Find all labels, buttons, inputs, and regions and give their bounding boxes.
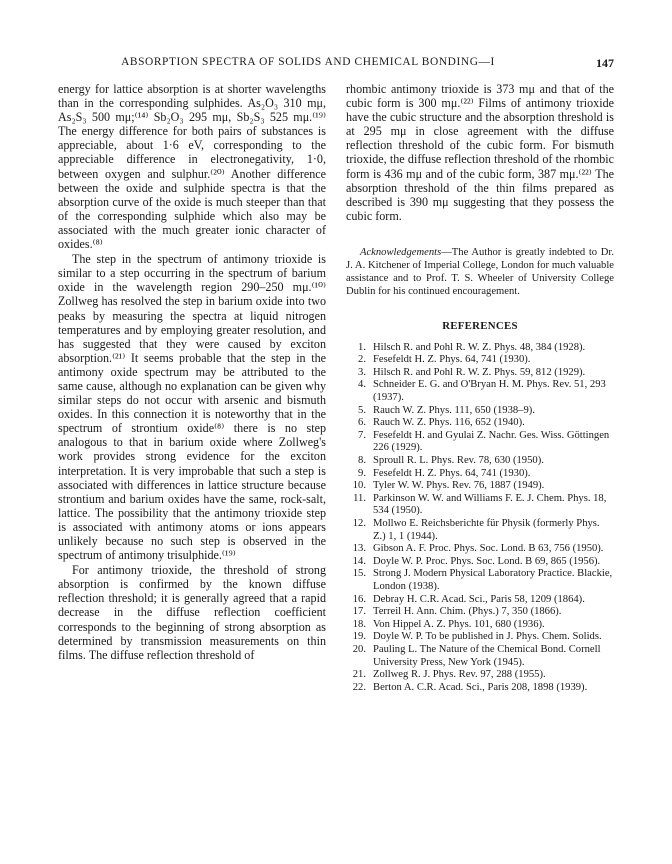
reference-text: Doyle W. P. To be published in J. Phys. Chem. Solids. xyxy=(373,631,602,643)
paragraph: For antimony trioxide, the threshold of strong absorption is confirmed by the known diffuse reflection threshold; it is generally agreed that a rapid decrease in the diffuse reflection coefficient corresponds to the beginning of strong absorption as determined by transmission measurements on thin films. The diffuse reflection threshold of xyxy=(58,563,326,662)
reference-number: 19. xyxy=(352,631,366,643)
reference-number: 11. xyxy=(353,492,366,504)
references-title: REFERENCES xyxy=(442,319,518,332)
running-header xyxy=(58,56,614,72)
reference-text: Terreil H. Ann. Chim. (Phys.) 7, 350 (1866). xyxy=(373,606,562,618)
references-list xyxy=(346,342,614,695)
reference-number: 12. xyxy=(352,517,366,529)
reference-text: Rauch W. Z. Phys. 111, 650 (1938–9). xyxy=(373,404,535,416)
reference-text: Sproull R. L. Phys. Rev. 78, 630 (1950). xyxy=(373,455,544,466)
reference-text: Hilsch R. and Pohl R. W. Z. Phys. 59, 812 (1929). xyxy=(373,366,586,378)
reference-item xyxy=(346,568,614,593)
reference-item xyxy=(346,480,614,493)
paragraph: The step in the spectrum of antimony trioxide is similar to a step occurring in the spectrum of barium oxide in the wavelength region 290–250 mμ.⁽¹⁰⁾ Zollweg has resolved the step in barium oxide into two peaks by measuring the spectra at liquid nitrogen temperatures and by employing greater resolution, and has suggested that they were caused by exciton absorption.⁽²¹⁾ It seems probable that the step in the antimony oxide spectrum may be attributed to the same cause, although no explanation can be given why similar steps do not occur with arsenic and bismuth oxides. In this connection it is noteworthy that in the spectrum of strontium oxide⁽⁸⁾ there is no step analogous to that in barium oxide where Zollweg's work provides strong evidence for the exciton interpretation. It is very improbable that such a step is associated with differences in lattice structure because strontium and barium oxides have the same, rock-salt, lattice. The possibility that the antimony trioxide step is associated with antimony atoms or ions appears unlikely because no such step is observed in the spectrum of antimony trisulphide.⁽¹⁹⁾ xyxy=(58,252,326,563)
reference-text: Schneider E. G. and O'Bryan H. M. Phys. Rev. 51, 293 (1937). xyxy=(373,379,606,404)
reference-number: 17. xyxy=(352,606,366,618)
reference-item xyxy=(346,430,614,455)
reference-item xyxy=(346,619,614,632)
reference-number: 14. xyxy=(352,555,366,567)
reference-item xyxy=(346,405,614,418)
reference-number: 7. xyxy=(358,429,366,441)
reference-number: 21. xyxy=(352,669,366,681)
page-number: 147 xyxy=(596,56,614,70)
reference-text: Doyle W. P. Proc. Phys. Soc. Lond. B 69, 865 (1956). xyxy=(373,555,601,567)
reference-number: 2. xyxy=(358,354,366,366)
reference-item xyxy=(346,606,614,619)
reference-item xyxy=(346,493,614,518)
reference-number: 6. xyxy=(358,417,366,429)
acknowledgements-text: —The Author is greatly indebted to Dr. J. A. Kitchener of Imperial College, London for much valuable assistance and to Prof. T. S. Wheeler of University College Dublin for his continued encouragement. xyxy=(346,246,614,297)
reference-text: Strong J. Modern Physical Laboratory Practice. Blackie, London (1938). xyxy=(373,568,613,592)
reference-number: 18. xyxy=(352,618,366,630)
reference-text: Fesefeldt H. Z. Phys. 64, 741 (1930). xyxy=(373,467,531,479)
reference-text: Tyler W. W. Phys. Rev. 76, 1887 (1949). xyxy=(373,480,545,492)
paragraph: rhombic antimony trioxide is 373 mμ and that of the cubic form is 300 mμ.⁽²²⁾ Films of antimony trioxide have the cubic structure and the absorption threshold is at 295 mμ in close agreement with the diffuse reflection threshold of the cubic form. For bismuth trioxide, the diffuse reflection threshold of the rhombic form is 436 mμ and of the cubic form, 387 mμ.⁽²²⁾ The absorption threshold of the thin films prepared as described is 390 mμ suggesting that they possess the cubic form. xyxy=(346,82,614,223)
reference-item xyxy=(346,379,614,404)
reference-number: 13. xyxy=(352,543,366,555)
reference-item xyxy=(346,682,614,695)
reference-text: Berton A. C.R. Acad. Sci., Paris 208, 1898 (1939). xyxy=(373,681,588,693)
reference-item xyxy=(346,417,614,430)
reference-item xyxy=(346,518,614,543)
reference-text: Fesefeldt H. and Gyulai Z. Nachr. Ges. Wiss. Göttingen 226 (1929). xyxy=(373,429,610,454)
reference-item xyxy=(346,354,614,367)
reference-number: 4. xyxy=(358,379,366,391)
reference-item xyxy=(346,367,614,380)
reference-number: 20. xyxy=(352,643,366,655)
reference-number: 9. xyxy=(358,467,366,479)
reference-number: 22. xyxy=(352,681,366,693)
reference-number: 3. xyxy=(358,366,366,378)
reference-item xyxy=(346,556,614,569)
reference-text: Fesefeldt H. Z. Phys. 64, 741 (1930). xyxy=(373,354,531,366)
reference-item xyxy=(346,669,614,682)
reference-item xyxy=(346,455,614,468)
reference-text: Rauch W. Z. Phys. 116, 652 (1940). xyxy=(373,417,525,429)
reference-text: Pauling L. The Nature of the Chemical Bond. Cornell University Press, New York (1945). xyxy=(373,643,601,668)
reference-text: Hilsch R. and Pohl R. W. Z. Phys. 48, 384 (1928). xyxy=(373,341,586,353)
reference-text: Debray H. C.R. Acad. Sci., Paris 58, 1209 (1864). xyxy=(373,593,585,605)
reference-number: 1. xyxy=(358,341,366,353)
reference-text: Mollwo E. Reichsberichte für Physik (formerly Phys. Z.) 1, 1 (1944). xyxy=(373,517,600,542)
reference-text: Von Hippel A. Z. Phys. 101, 680 (1936). xyxy=(373,618,545,630)
reference-number: 8. xyxy=(358,455,366,466)
reference-number: 16. xyxy=(352,593,366,605)
reference-text: Parkinson W. W. and Williams F. E. J. Chem. Phys. 18, 534 (1950). xyxy=(373,492,607,517)
reference-text: Zollweg R. J. Phys. Rev. 97, 288 (1955). xyxy=(373,669,546,681)
reference-text: Gibson A. F. Proc. Phys. Soc. Lond. B 63, 756 (1950). xyxy=(373,543,604,555)
running-title: ABSORPTION SPECTRA OF SOLIDS AND CHEMICAL BONDING—I xyxy=(121,56,495,68)
right-column xyxy=(346,82,614,694)
reference-item xyxy=(346,631,614,644)
reference-item xyxy=(346,644,614,669)
left-column xyxy=(58,82,326,662)
acknowledgements xyxy=(346,247,614,299)
reference-number: 10. xyxy=(352,480,366,492)
reference-number: 15. xyxy=(352,568,366,580)
reference-number: 5. xyxy=(358,404,366,416)
reference-item xyxy=(346,342,614,355)
paragraph: energy for lattice absorption is at shorter wavelengths than in the corresponding sulphides. As₂O₃ 310 mμ, As₂S₃ 500 mμ;⁽¹⁴⁾ Sb₂O₃ 295 mμ, Sb₂S₃ 525 mμ.⁽¹⁹⁾ The energy difference for both pairs of substances is appreciable, about 1·6 eV, corresponding to the appreciable difference in electronegativity, 1·0, between oxygen and sulphur.⁽²⁰⁾ Another difference between the oxide and sulphide spectra is that the absorption curve of the oxide is much steeper than that of the corresponding sulphide which also may be associated with the much greater ionic character of oxides.⁽⁸⁾ xyxy=(58,82,326,252)
reference-item xyxy=(346,468,614,481)
acknowledgements-heading: Acknowledgements xyxy=(360,246,442,258)
reference-item xyxy=(346,594,614,607)
reference-item xyxy=(346,543,614,556)
